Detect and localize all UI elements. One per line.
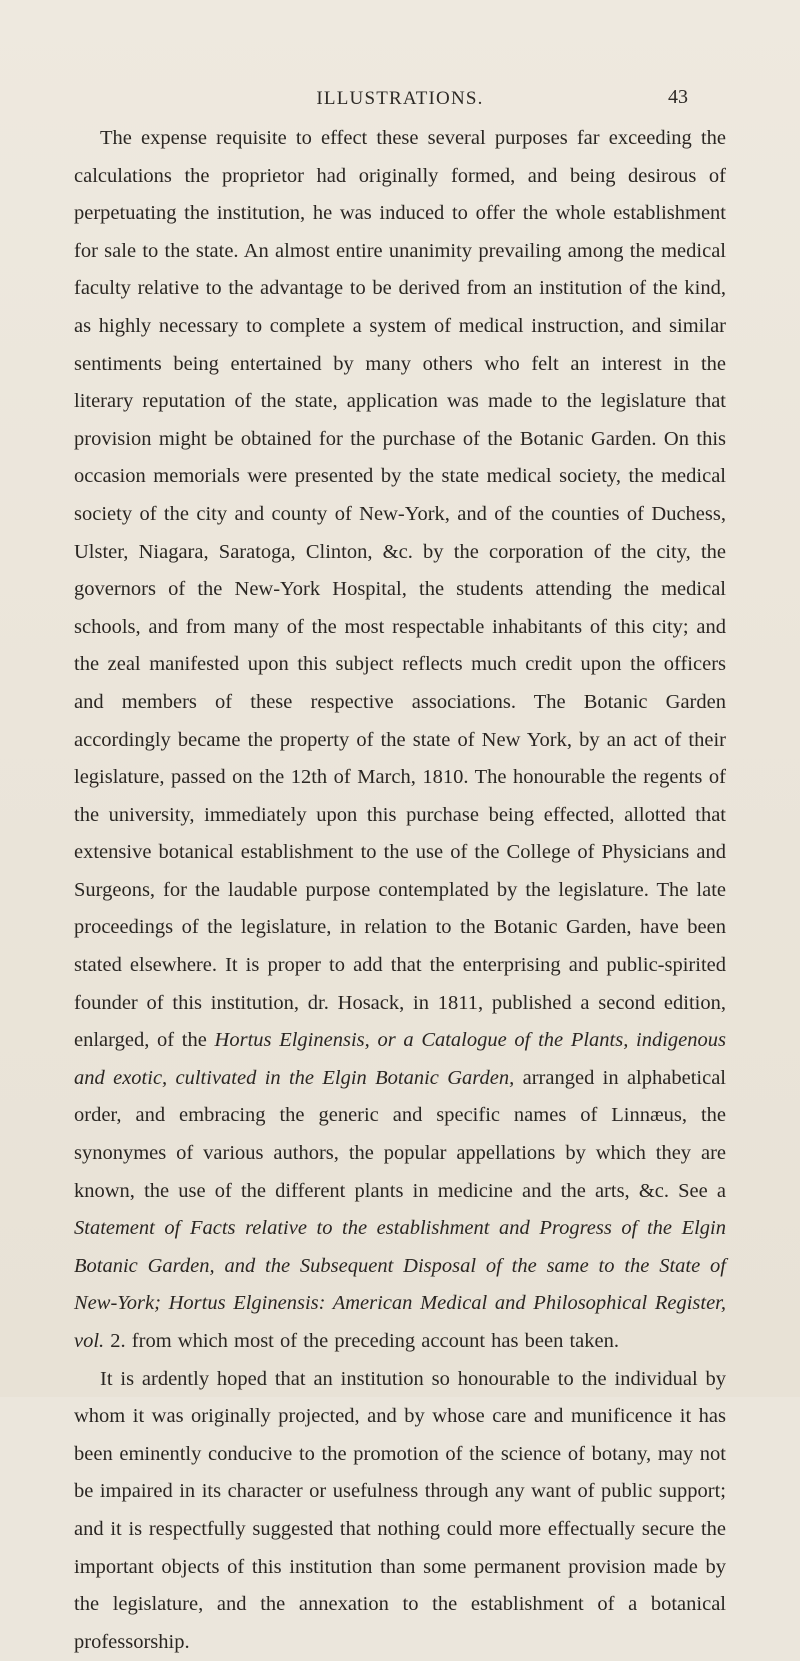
text-run: The expense requisite to effect these several purposes far exceeding the calculations the proprietor had originally formed, and being desirous of perpetuating the institution, he was induced to offer the whole establishment for sale to the state. An almost entire unanimity prevailing among the medical faculty relative to the advantage to be derived from an institution of the kind, as highly necessary to complete a system of medical instruction, and similar sentiments being entertained by many others who felt an interest in the literary reputation of the state, application was made to the legislature that provision might be obtained for the purchase of the Botanic Garden. On this occasion memorials were presented by the state medical society, the medical society of the city and county of New-York, and of the counties of Duchess, Ulster, Niagara, Saratoga, Clinton, &c. by the corporation of the city, the governors of the New-York Hospital, the students attending the medical schools, and from many of the most respectable inhabitants of this city; and the zeal manifested upon this subject reflects much credit upon the officers and members of these respective associations. The Botanic Garden accordingly became the property of the state of New York, by an act of their legislature, passed on the 12th of March, 1810. The honourable the regents of the university, immediately upon this purchase being effected, allotted that extensive botanical establishment to the use of the College of Physicians and Surgeons, for the laudable purpose contemplated by the legislature. The late proceedings of the legislature, in relation to the Botanic Garden, have been stated elsewhere. It is proper to add that the enterprising and public-spirited founder of this institution, dr. Hosack, in 1811, published a second edition, enlarged, of the xyxy=(74,127,726,1052)
text-run: arranged in alphabetical order, and embracing the generic and specific names of Linnæus, the synonymes of various authors, the popular appellations by which they are known, the use of the different plants in medicine and the arts, &c. See a xyxy=(74,1066,726,1202)
paragraph xyxy=(74,1361,726,1661)
italic-title-run: Hortus Elginensis, or a Catalogue of the Plants, indigenous and exotic, cultivated in the Elgin Botanic Garden, xyxy=(74,1029,726,1089)
text-run: It is ardently hoped that an institution so honourable to the individual by whom it was originally projected, and by whose care and munificence it has been eminently conducive to the promotion of the science of botany, may not be impaired in its character or usefulness through any want of public support; and it is respectfully suggested that nothing could more effectually secure the important objects of this institution than some permanent provision made by the legislature, and the annexation to the establishment of a botanical professorship. xyxy=(74,1367,726,1653)
running-head xyxy=(0,82,800,112)
page-number: 43 xyxy=(668,86,688,108)
text-run: 2. from which most of the preceding account has been taken. xyxy=(104,1330,619,1352)
italic-citation-run: Statement of Facts relative to the establishment and Progress of the Elgin Botanic Garden, and the Subsequent Disposal of the same to the State of New-York; Hortus Elginensis: American Medical and Philosophical Register, vol. xyxy=(74,1217,726,1352)
running-head-title: ILLUSTRATIONS. xyxy=(316,88,484,109)
body-text xyxy=(74,120,726,1661)
paragraph xyxy=(74,120,726,1361)
